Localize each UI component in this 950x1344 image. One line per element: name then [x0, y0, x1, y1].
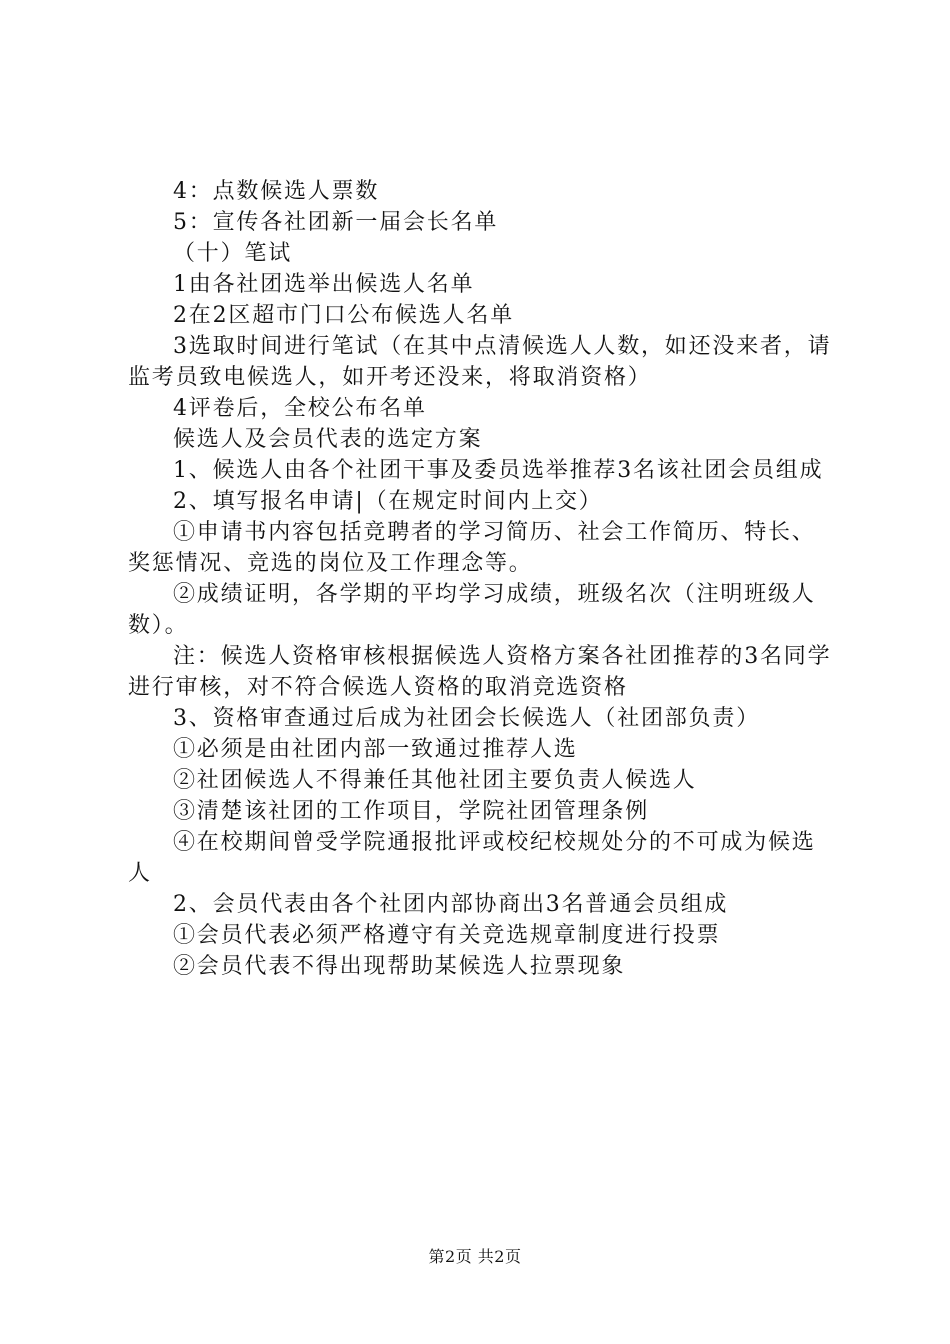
paragraph-7: 4评卷后，全校公布名单	[173, 396, 427, 421]
document-body	[128, 176, 832, 982]
paragraph-19: 2、会员代表由各个社团内部协商出3名普通会员组成	[173, 892, 729, 917]
paragraph-18: ④在校期间曾受学院通报批评或校纪校规处分的不可成为候选人	[128, 830, 816, 886]
paragraph-14: 3、资格审查通过后成为社团会长候选人（社团部负责）	[173, 706, 760, 731]
page-footer: 第2页 共2页	[428, 1247, 522, 1266]
paragraph-11: ①申请书内容包括竞聘者的学习简历、社会工作简历、特长、奖惩情况、竞选的岗位及工作理念等。	[128, 520, 816, 576]
paragraph-2: 5：宣传各社团新一届会长名单	[173, 210, 499, 235]
paragraph-4: 1由各社团选举出候选人名单	[173, 272, 475, 297]
paragraph-12: ②成绩证明，各学期的平均学习成绩，班级名次（注明班级人数）。	[128, 582, 816, 638]
paragraph-17: ③清楚该社团的工作项目，学院社团管理条例	[173, 799, 650, 824]
paragraph-10: 2、填写报名申请|（在规定时间内上交）	[173, 489, 603, 514]
paragraph-5: 2在2区超市门口公布候选人名单	[173, 303, 514, 328]
paragraph-13: 注：候选人资格审核根据候选人资格方案各社团推荐的3名同学进行审核，对不符合候选人资格的取消竞选资格	[128, 644, 832, 700]
paragraph-8: 候选人及会员代表的选定方案	[173, 427, 483, 452]
paragraph-15: ①必须是由社团内部一致通过推荐人选	[173, 737, 578, 762]
paragraph-6: 3选取时间进行笔试（在其中点清候选人人数，如还没来者，请监考员致电候选人，如开考还没来，将取消资格）	[128, 334, 832, 390]
paragraph-1: 4：点数候选人票数	[173, 179, 380, 204]
paragraph-3: （十）笔试	[173, 241, 293, 266]
paragraph-9: 1、候选人由各个社团干事及委员选举推荐3名该社团会员组成	[173, 458, 824, 483]
paragraph-20: ①会员代表必须严格遵守有关竞选规章制度进行投票	[173, 923, 721, 948]
paragraph-16: ②社团候选人不得兼任其他社团主要负责人候选人	[173, 768, 697, 793]
paragraph-21: ②会员代表不得出现帮助某候选人拉票现象	[173, 954, 626, 979]
